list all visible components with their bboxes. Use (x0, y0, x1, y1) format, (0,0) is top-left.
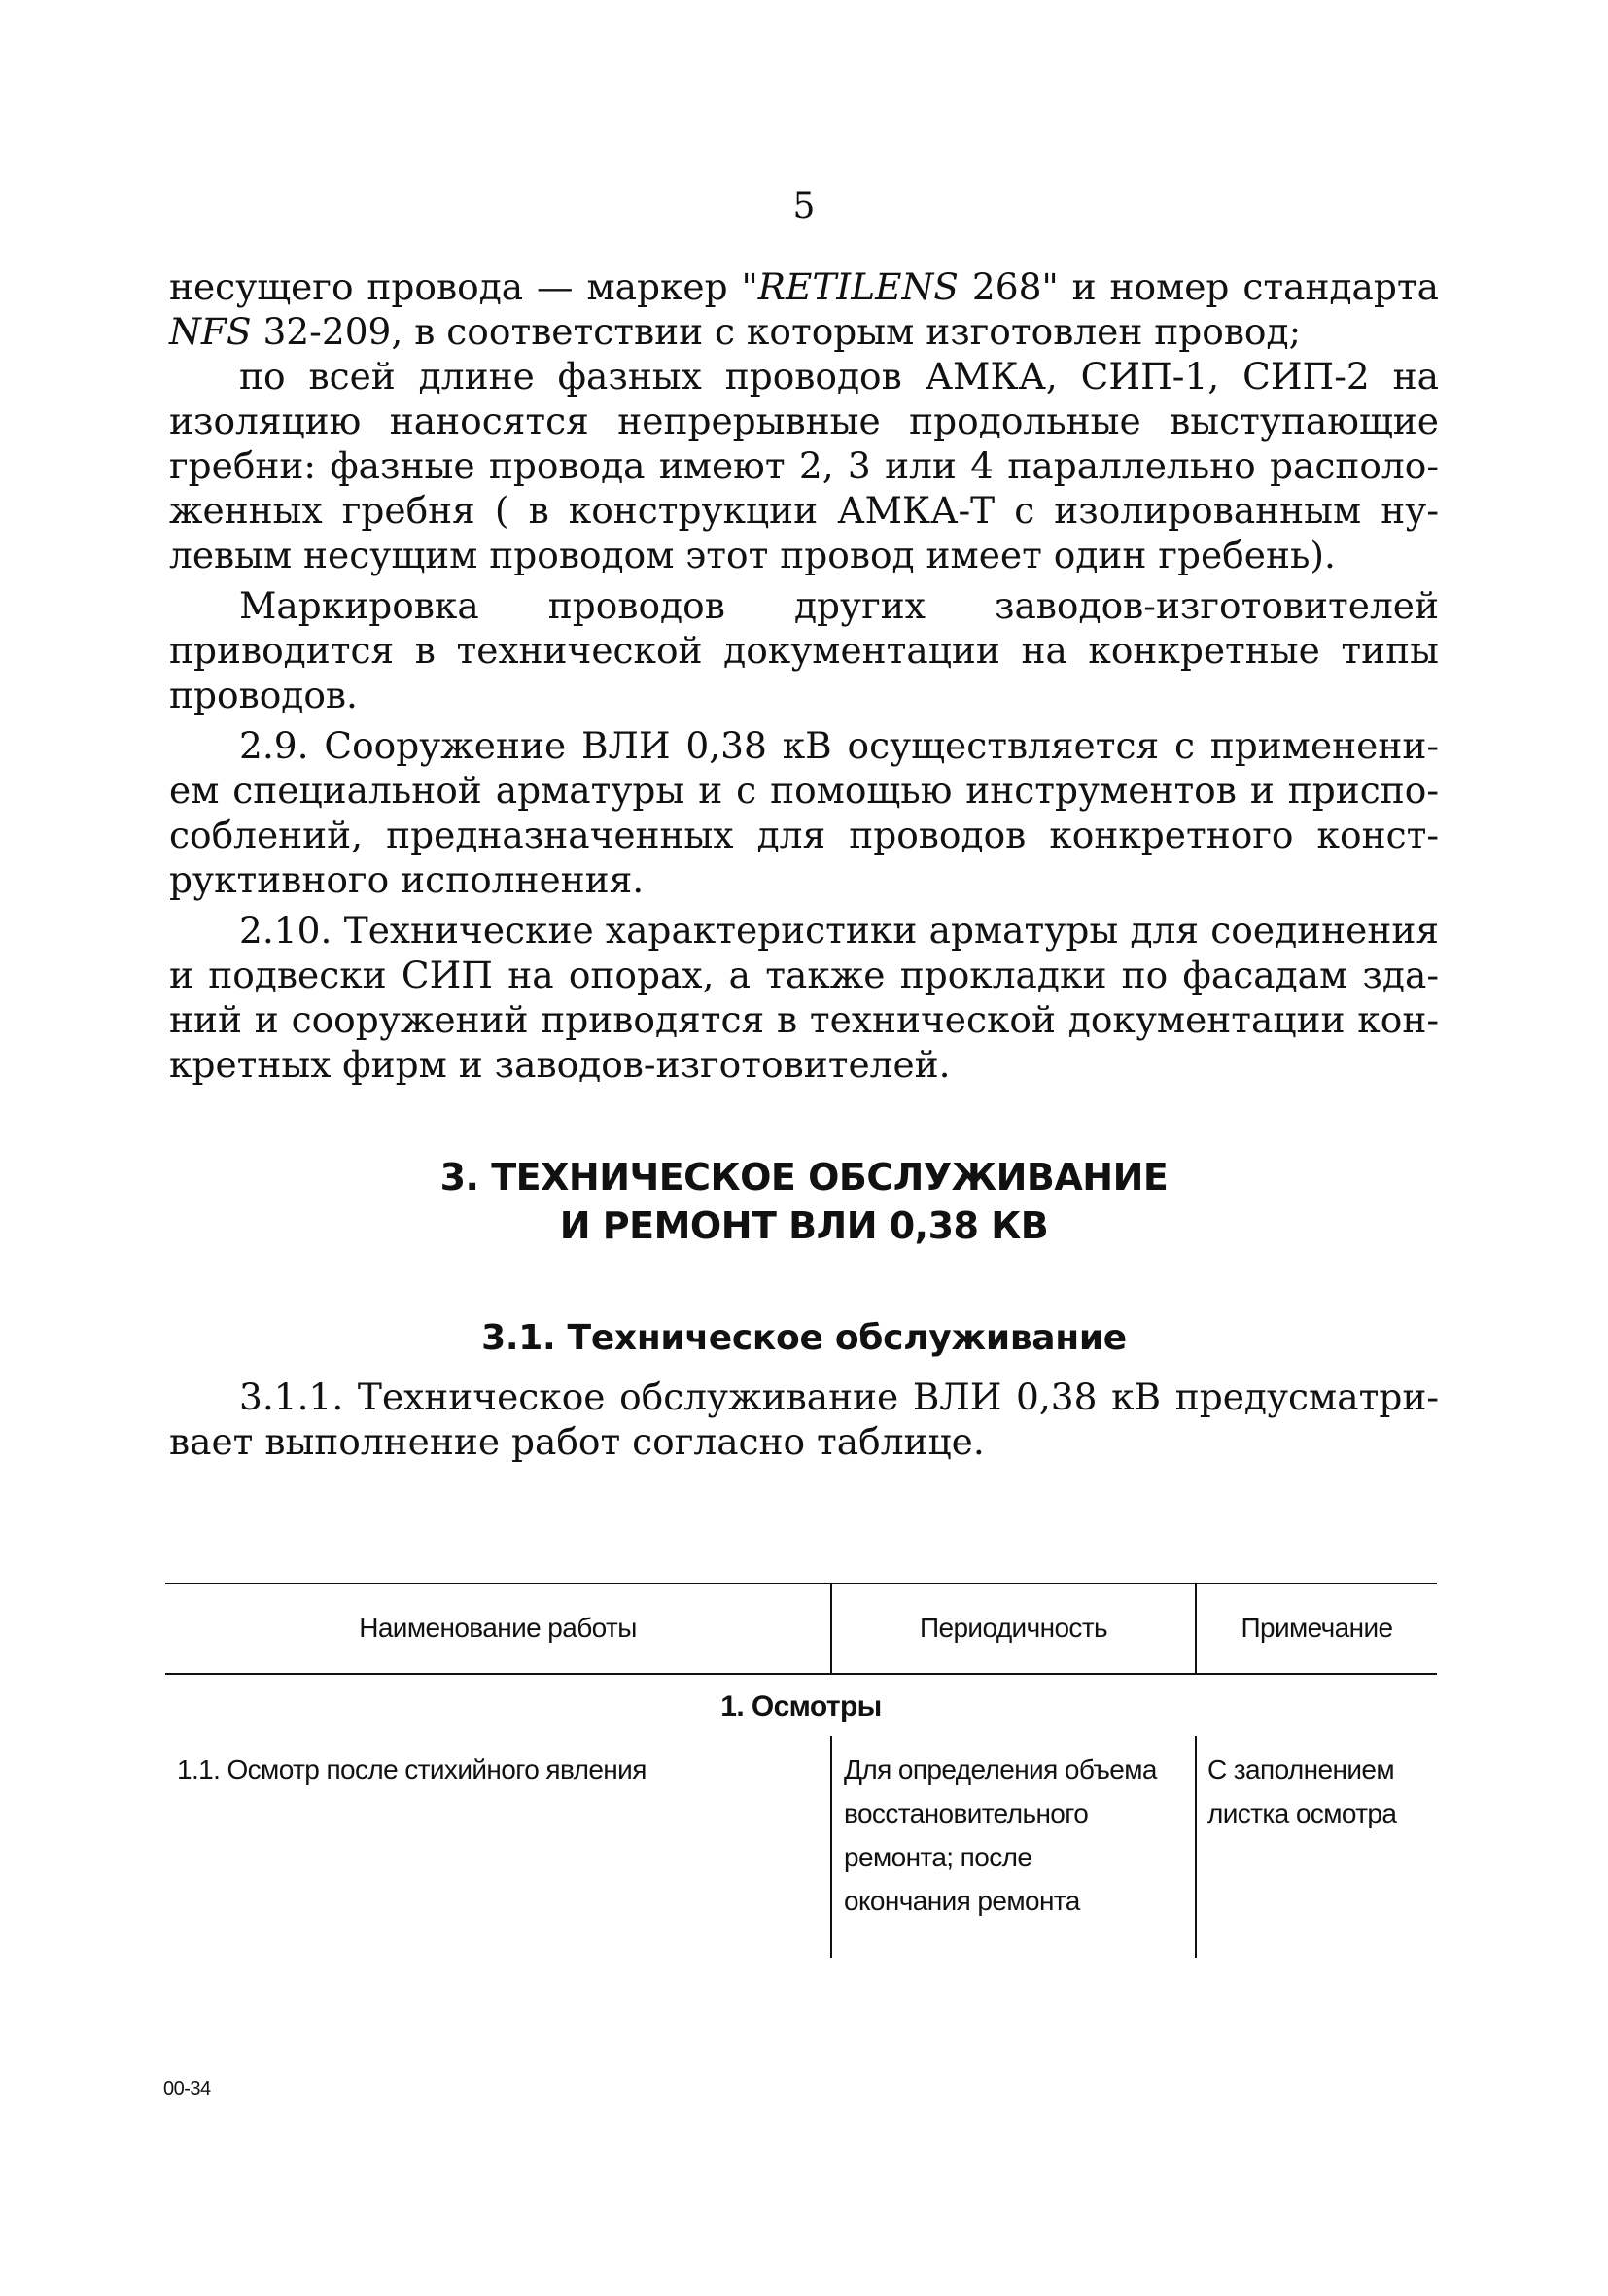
marker-name: RETILENS (757, 265, 959, 308)
table-divider (830, 1736, 832, 1958)
table-divider (1195, 1736, 1197, 1958)
standard-prefix: NFS (169, 310, 252, 353)
paragraph-2-10: 2.10. Технические характеристики арматуры для соединения и подвески СИП на опорах, а также прокладки по фасадам зданий и сооружений приводятся в технической документации конкретных фирм и заводов-изготовителей. (169, 909, 1439, 1086)
text-run: 268" и номер стандарта (958, 265, 1439, 308)
table-cell-line: восстановительного (844, 1798, 1089, 1828)
table-group-title: 1. Осмотры (720, 1690, 882, 1722)
paragraph-other-manufacturers: Маркировка проводов других заводов-изготовителей приводится в технической документации на конкретные типы проводов. (169, 584, 1439, 716)
subsection-heading: 3.1. Техническое обслуживание (481, 1318, 1127, 1358)
text-run: несущего провода — маркер " (169, 265, 758, 308)
text-run: 32-209, в соответствии с которым изготовлен провод; (251, 310, 1302, 353)
section-heading-line-2: И РЕМОНТ ВЛИ 0,38 КВ (559, 1204, 1049, 1247)
footer-code: 00-34 (163, 2078, 211, 2100)
table-cell-line: листка осмотра (1207, 1798, 1397, 1828)
table-cell-line: окончания ремонта (844, 1886, 1080, 1916)
table-header-rule (165, 1673, 1437, 1675)
column-header-work: Наименование работы (359, 1613, 637, 1643)
paragraph-ridges: по всей длине фазных проводов АМКА, СИП-1, СИП-2 на изоляцию наносятся непрерывные продольные выступающие гребни: фазные провода имеют 2, 3 или 4 параллельно расположенных гребня ( в конструкции АМКА-Т с изолированным нулевым несущим проводом этот провод имеет один гребень). (169, 355, 1439, 576)
table-cell-period (844, 1748, 1190, 1923)
column-header-note: Примечание (1241, 1613, 1393, 1643)
table-cell-line: Для определения объема (844, 1755, 1157, 1785)
column-header-period: Периодичность (919, 1613, 1108, 1643)
table-cell-line: С заполнением (1207, 1755, 1395, 1785)
table-top-rule (165, 1583, 1437, 1584)
paragraph-3-1-1: 3.1.1. Техническое обслуживание ВЛИ 0,38 кВ предусматривает выполнение работ согласно таблице. (169, 1375, 1439, 1463)
table-cell-line: ремонта; после (844, 1842, 1032, 1872)
section-heading-line-1: 3. ТЕХНИЧЕСКОЕ ОБСЛУЖИВАНИЕ (439, 1156, 1169, 1199)
section-heading (0, 1153, 1608, 1250)
page-number: 5 (792, 187, 816, 226)
paragraph-2-9: 2.9. Сооружение ВЛИ 0,38 кВ осуществляется с применением специальной арматуры и с помощью инструментов и приспособлений, предназначенных для проводов конкретного конструктивного исполнения. (169, 724, 1439, 901)
paragraph-marking-continued (169, 264, 1439, 354)
table-cell-note (1207, 1748, 1437, 1835)
table-cell-work: 1.1. Осмотр после стихийного явления (177, 1755, 647, 1785)
body-text (169, 264, 1439, 1087)
